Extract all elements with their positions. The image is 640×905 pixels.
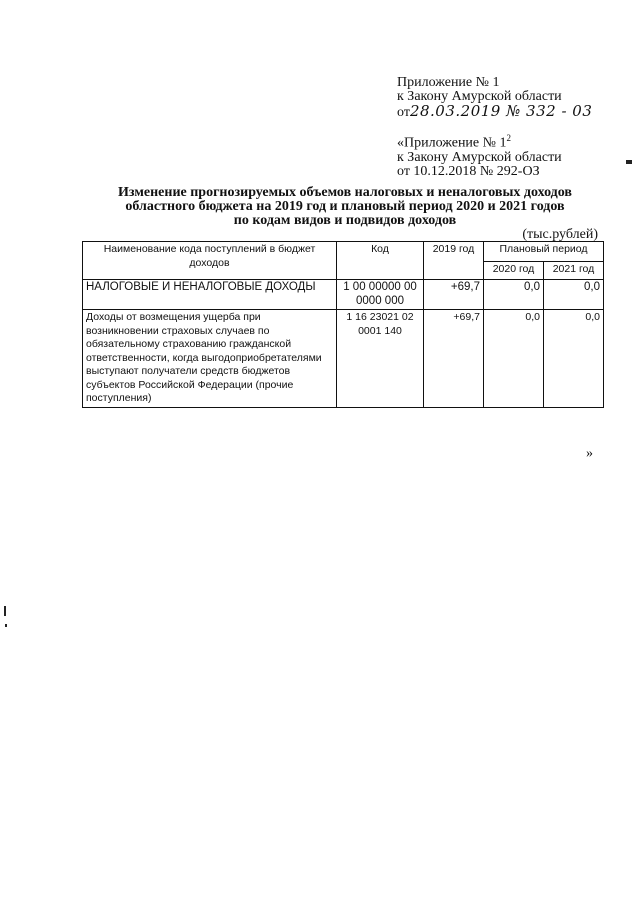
row-value-2021: 0,0 [544, 310, 604, 408]
appendix-1-line1: Приложение № 1 [397, 75, 500, 90]
units-label: (тыс.рублей) [522, 227, 598, 242]
appendix-1-date-prefix: от [397, 105, 410, 120]
appendix-1-header [397, 76, 592, 120]
scan-speck [5, 624, 7, 627]
header-2020: 2020 год [484, 262, 544, 280]
closing-quote: » [586, 446, 593, 461]
header-2019: 2019 год [424, 242, 484, 280]
row-value-2019: +69,7 [424, 310, 484, 408]
scan-speck [626, 160, 632, 164]
header-2021: 2021 год [544, 262, 604, 280]
header-code: Код [337, 242, 424, 280]
title-line2: областного бюджета на 2019 год и плановый период 2020 и 2021 годов [125, 199, 565, 214]
appendix-1-line2: к Закону Амурской области [397, 89, 562, 104]
appendix-superscript: 2 [506, 133, 511, 143]
appendix-2-line2: к Закону Амурской области [397, 149, 562, 165]
row-name: НАЛОГОВЫЕ И НЕНАЛОГОВЫЕ ДОХОДЫ [83, 280, 337, 310]
appendix-1-2-header [397, 131, 562, 179]
appendix-2-line3: от 10.12.2018 № 292-ОЗ [397, 163, 540, 179]
header-name: Наименование кода поступлений в бюджет доходов [83, 242, 337, 280]
row-code: 1 00 00000 00 0000 000 [337, 280, 424, 310]
revenue-table [82, 241, 604, 408]
appendix-1-date-line [397, 104, 592, 120]
document-title [80, 186, 610, 228]
row-value-2021: 0,0 [544, 280, 604, 310]
row-name: Доходы от возмещения ущерба при возникновении страховых случаев по обязательному страхованию гражданской ответственности, когда выгодоприобретателями выступают получатели средств бюджетов субъектов Российской Федерации (прочие поступления) [83, 310, 337, 408]
title-line1: Изменение прогнозируемых объемов налоговых и неналоговых доходов [118, 185, 572, 200]
row-value-2019: +69,7 [424, 280, 484, 310]
table-row [83, 310, 604, 408]
scan-speck [4, 606, 6, 616]
row-value-2020: 0,0 [484, 280, 544, 310]
row-value-2020: 0,0 [484, 310, 544, 408]
appendix-2-line1: «Приложение № $1^2$ [397, 133, 511, 151]
handwritten-date: 28.03.2019 № 332 - 03 [409, 102, 593, 120]
header-planned-period: Плановый период [484, 242, 604, 262]
title-line3: по кодам видов и подвидов доходов [233, 213, 457, 228]
table-row [83, 280, 604, 310]
row-code: 1 16 23021 02 0001 140 [337, 310, 424, 408]
